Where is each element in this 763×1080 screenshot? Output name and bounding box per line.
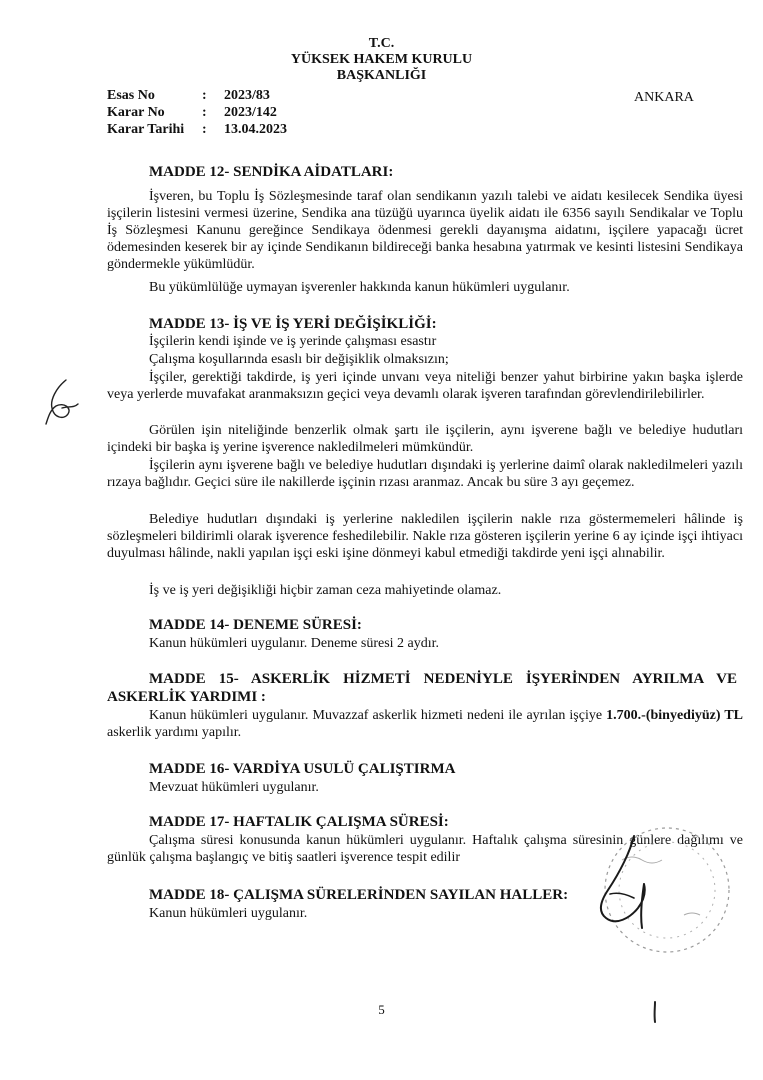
header-institution: YÜKSEK HAKEM KURULU [290,52,473,67]
esas-label: Esas No [107,88,155,103]
meta-values [224,87,287,138]
karar-value: 2023/142 [224,105,277,120]
header-presidency: BAŞKANLIĞI [336,68,427,83]
section-16-title: MADDE 16- VARDİYA USULÜ ÇALIŞTIRMA [149,761,456,777]
meta-labels [107,87,184,138]
section-18-paragraph-1: Kanun hükümleri uygulanır. [149,906,308,921]
tarih-value: 13.04.2023 [224,122,287,137]
section-12-paragraph-2: Bu yükümlülüğe uymayan işverenler hakkında kanun hükümleri uygulanır. [149,280,570,295]
section-14-title: MADDE 14- DENEME SÜRESİ: [149,617,362,633]
page-number: 5 [378,1002,385,1017]
tarih-label: Karar Tarihi [107,122,185,137]
margin-initial-signature [42,378,82,426]
section-17-title: MADDE 17- HAFTALIK ÇALIŞMA SÜRESİ: [149,814,449,830]
section-16-paragraph-1: Mevzuat hükümleri uygulanır. [149,780,319,795]
section-15-amount: 1.700.-(binyediyüz) TL [606,708,743,723]
section-13-paragraph-4: Görülen işin niteliğinde benzerlik olmak şartı ile işçilerin, aynı işverene bağlı ve belediye hudutları içindeki bir başka iş yerine işverence nakledilmeleri mümkündür. [107,423,743,455]
section-13-paragraph-5: İşçilerin aynı işverene bağlı ve belediye hudutları dışındaki iş yerlerine daimî olarak nakledilmeleri yazılı rızaya bağlıdır. Geçici süre ile nakillerde işçinin rızası aranmaz. Ancak bu süre 3 ayı geçemez. [107,458,743,490]
meta-colons [202,87,207,138]
section-13-paragraph-1: İşçilerin kendi işinde ve iş yerinde çalışması esastır [149,334,437,349]
section-17-paragraph-1: Çalışma süresi konusunda kanun hükümleri uygulanır. Haftalık çalışma süresinin günlere dağılımı ve günlük çalışma başlangıç ve bitiş saatleri işverence tespit edilir [107,833,743,865]
section-13-paragraph-7: İş ve iş yeri değişikliği hiçbir zaman ceza mahiyetinde olamaz. [149,583,502,598]
section-15-title: MADDE 15- ASKERLİK HİZMETİ NEDENİYLE İŞYERİNDEN AYRILMA VE ASKERLİK YARDIMI : [107,671,737,705]
header-tc: T.C. [368,36,395,51]
section-18-title: MADDE 18- ÇALIŞMA SÜRELERİNDEN SAYILAN HALLER: [149,887,569,903]
section-15-text-a: Kanun hükümleri uygulanır. Muvazzaf askerlik hizmeti nedeni ile ayrılan işçiye [149,708,607,723]
section-13-paragraph-3: İşçiler, gerektiği takdirde, iş yeri içinde unvanı veya niteliği benzer yahut birbirine yakın başka işlerde veya yerlerde muvafakat aranmaksızın geçici veya devamlı olarak işveren tarafından görevlendirilebilirler. [107,370,743,402]
colon: : [202,122,207,137]
colon: : [202,88,207,103]
section-13-title: MADDE 13- İŞ VE İŞ YERİ DEĞİŞİKLİĞİ: [149,316,437,332]
city-label: ANKARA [634,90,694,105]
esas-value: 2023/83 [224,88,270,103]
signature-mark [590,832,660,932]
section-12-paragraph-1: İşveren, bu Toplu İş Sözleşmesinde taraf olan sendikanın yazılı talebi ve aidatı kesilecek Sendika üyesi işçilerin listesini vermesi üzerine, Sendika ana tüzüğü uyarınca üyelik aidatı ile 6356 sayılı Sendikalar ve Toplu İş Sözleşmesi Kanunu gereğince Sendikaya ödenmesi gerekli dayanışma aidatını, işçilere yapacağı ücret ödemesinden keserek bir ay içinde Sendikanın bildireceği banka hesabına yatırmak ve kesinti listesini Sendikaya göndermekle yükümlüdür. [107,189,743,272]
karar-label: Karar No [107,105,165,120]
section-13-paragraph-2: Çalışma koşullarında esaslı bir değişiklik olmaksızın; [149,352,449,367]
section-14-paragraph-1: Kanun hükümleri uygulanır. Deneme süresi 2 aydır. [149,636,440,651]
section-13-paragraph-6: Belediye hudutları dışındaki iş yerlerine nakledilen işçilerin nakle rıza göstermemeleri hâlinde iş sözleşmeleri bildirimli olarak işverence feshedilebilir. Nakle rıza gösteren işçilerin yerine 6 ay içinde işçi ihtiyacı duyulması hâlinde, nakli yapılan işçi eski işine dönmeyi kabul etmediği takdirde yeni işçi alınabilir. [107,512,743,561]
section-15-paragraph-1 [107,707,743,741]
section-15-text-c: askerlik yardımı yapılır. [107,725,242,740]
section-12-title: MADDE 12- SENDİKA AİDATLARI: [149,164,394,180]
colon: : [202,105,207,120]
